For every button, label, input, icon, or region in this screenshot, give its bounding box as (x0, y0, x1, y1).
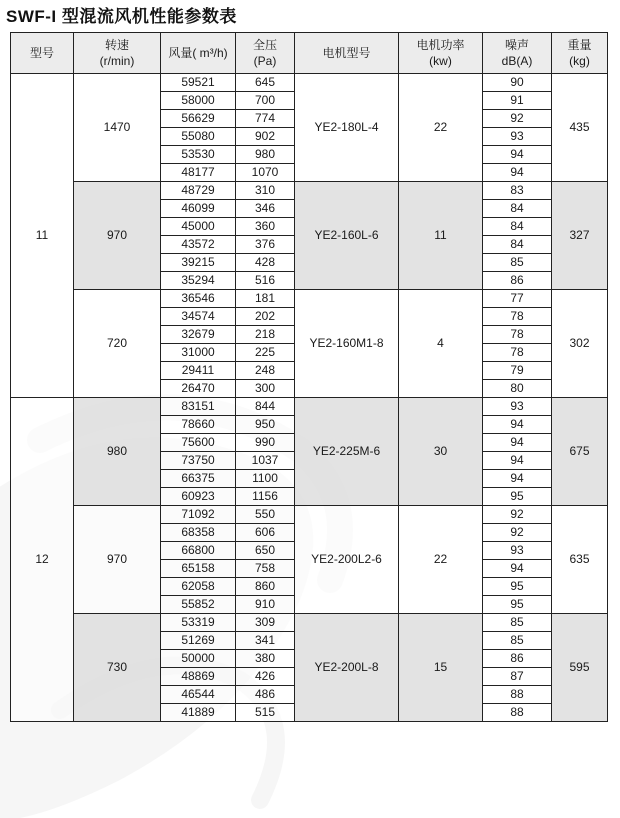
noise-cell: 85 (483, 614, 552, 632)
pressure-cell: 980 (236, 146, 295, 164)
motor-cell: YE2-160L-6 (295, 182, 399, 290)
flow-cell: 31000 (161, 344, 236, 362)
pressure-cell: 248 (236, 362, 295, 380)
header-weight: 重量 (kg) (552, 33, 608, 74)
table-row (11, 614, 608, 632)
model-cell: 11 (11, 74, 74, 398)
pressure-cell: 902 (236, 128, 295, 146)
header-flow: 风量( m³/h) (161, 33, 236, 74)
pressure-cell: 550 (236, 506, 295, 524)
noise-cell: 93 (483, 398, 552, 416)
flow-cell: 29411 (161, 362, 236, 380)
noise-cell: 95 (483, 488, 552, 506)
noise-cell: 95 (483, 578, 552, 596)
noise-cell: 92 (483, 110, 552, 128)
pressure-cell: 486 (236, 686, 295, 704)
pressure-cell: 360 (236, 218, 295, 236)
pressure-cell: 428 (236, 254, 295, 272)
flow-cell: 26470 (161, 380, 236, 398)
pressure-cell: 774 (236, 110, 295, 128)
flow-cell: 55852 (161, 596, 236, 614)
noise-cell: 88 (483, 704, 552, 722)
noise-cell: 83 (483, 182, 552, 200)
table-row (11, 182, 608, 200)
pressure-cell: 218 (236, 326, 295, 344)
flow-cell: 45000 (161, 218, 236, 236)
flow-cell: 41889 (161, 704, 236, 722)
noise-cell: 79 (483, 362, 552, 380)
flow-cell: 71092 (161, 506, 236, 524)
motor-cell: YE2-225M-6 (295, 398, 399, 506)
power-cell: 22 (399, 74, 483, 182)
noise-cell: 85 (483, 632, 552, 650)
flow-cell: 73750 (161, 452, 236, 470)
power-cell: 15 (399, 614, 483, 722)
pressure-cell: 606 (236, 524, 295, 542)
header-model: 型号 (11, 33, 74, 74)
noise-cell: 86 (483, 650, 552, 668)
pressure-cell: 426 (236, 668, 295, 686)
noise-cell: 94 (483, 416, 552, 434)
noise-cell: 94 (483, 164, 552, 182)
noise-cell: 87 (483, 668, 552, 686)
flow-cell: 48177 (161, 164, 236, 182)
flow-cell: 34574 (161, 308, 236, 326)
pressure-cell: 346 (236, 200, 295, 218)
pressure-cell: 700 (236, 92, 295, 110)
page-title: SWF-I 型混流风机性能参数表 (6, 7, 237, 26)
weight-cell: 675 (552, 398, 608, 506)
header-noise: 噪声 dB(A) (483, 33, 552, 74)
flow-cell: 53319 (161, 614, 236, 632)
flow-cell: 58000 (161, 92, 236, 110)
weight-cell: 327 (552, 182, 608, 290)
noise-cell: 84 (483, 200, 552, 218)
speed-cell: 1470 (74, 74, 161, 182)
flow-cell: 59521 (161, 74, 236, 92)
noise-cell: 78 (483, 308, 552, 326)
speed-cell: 980 (74, 398, 161, 506)
noise-cell: 92 (483, 506, 552, 524)
table-row (11, 398, 608, 416)
noise-cell: 77 (483, 290, 552, 308)
table-row (11, 290, 608, 308)
header-motor: 电机型号 (295, 33, 399, 74)
flow-cell: 65158 (161, 560, 236, 578)
pressure-cell: 181 (236, 290, 295, 308)
noise-cell: 92 (483, 524, 552, 542)
pressure-cell: 309 (236, 614, 295, 632)
flow-cell: 55080 (161, 128, 236, 146)
flow-cell: 66800 (161, 542, 236, 560)
power-cell: 11 (399, 182, 483, 290)
noise-cell: 86 (483, 272, 552, 290)
flow-cell: 83151 (161, 398, 236, 416)
power-cell: 30 (399, 398, 483, 506)
pressure-cell: 1037 (236, 452, 295, 470)
pressure-cell: 380 (236, 650, 295, 668)
speed-cell: 730 (74, 614, 161, 722)
header-power: 电机功率 (kw) (399, 33, 483, 74)
flow-cell: 62058 (161, 578, 236, 596)
power-cell: 4 (399, 290, 483, 398)
noise-cell: 94 (483, 452, 552, 470)
pressure-cell: 844 (236, 398, 295, 416)
weight-cell: 595 (552, 614, 608, 722)
noise-cell: 78 (483, 326, 552, 344)
noise-cell: 94 (483, 146, 552, 164)
power-cell: 22 (399, 506, 483, 614)
flow-cell: 48869 (161, 668, 236, 686)
flow-cell: 32679 (161, 326, 236, 344)
flow-cell: 56629 (161, 110, 236, 128)
pressure-cell: 1156 (236, 488, 295, 506)
noise-cell: 94 (483, 470, 552, 488)
flow-cell: 78660 (161, 416, 236, 434)
noise-cell: 84 (483, 218, 552, 236)
noise-cell: 94 (483, 560, 552, 578)
motor-cell: YE2-160M1-8 (295, 290, 399, 398)
pressure-cell: 341 (236, 632, 295, 650)
table-row (11, 74, 608, 92)
pressure-cell: 1070 (236, 164, 295, 182)
noise-cell: 90 (483, 74, 552, 92)
flow-cell: 75600 (161, 434, 236, 452)
noise-cell: 94 (483, 434, 552, 452)
noise-cell: 91 (483, 92, 552, 110)
flow-cell: 46099 (161, 200, 236, 218)
table-row (11, 506, 608, 524)
pressure-cell: 1100 (236, 470, 295, 488)
noise-cell: 88 (483, 686, 552, 704)
flow-cell: 39215 (161, 254, 236, 272)
flow-cell: 48729 (161, 182, 236, 200)
header-row (11, 33, 608, 74)
pressure-cell: 860 (236, 578, 295, 596)
noise-cell: 78 (483, 344, 552, 362)
pressure-cell: 310 (236, 182, 295, 200)
pressure-cell: 202 (236, 308, 295, 326)
pressure-cell: 910 (236, 596, 295, 614)
pressure-cell: 516 (236, 272, 295, 290)
header-pressure: 全压 (Pa) (236, 33, 295, 74)
pressure-cell: 300 (236, 380, 295, 398)
pressure-cell: 990 (236, 434, 295, 452)
pressure-cell: 758 (236, 560, 295, 578)
flow-cell: 35294 (161, 272, 236, 290)
speed-cell: 720 (74, 290, 161, 398)
flow-cell: 43572 (161, 236, 236, 254)
noise-cell: 80 (483, 380, 552, 398)
performance-table (10, 32, 608, 722)
noise-cell: 93 (483, 128, 552, 146)
noise-cell: 84 (483, 236, 552, 254)
pressure-cell: 515 (236, 704, 295, 722)
noise-cell: 85 (483, 254, 552, 272)
speed-cell: 970 (74, 182, 161, 290)
flow-cell: 68358 (161, 524, 236, 542)
pressure-cell: 950 (236, 416, 295, 434)
table-body (11, 33, 608, 722)
flow-cell: 36546 (161, 290, 236, 308)
flow-cell: 50000 (161, 650, 236, 668)
flow-cell: 66375 (161, 470, 236, 488)
header-speed: 转速 (r/min) (74, 33, 161, 74)
pressure-cell: 650 (236, 542, 295, 560)
motor-cell: YE2-180L-4 (295, 74, 399, 182)
model-cell: 12 (11, 398, 74, 722)
motor-cell: YE2-200L2-6 (295, 506, 399, 614)
noise-cell: 93 (483, 542, 552, 560)
motor-cell: YE2-200L-8 (295, 614, 399, 722)
speed-cell: 970 (74, 506, 161, 614)
weight-cell: 435 (552, 74, 608, 182)
flow-cell: 53530 (161, 146, 236, 164)
flow-cell: 51269 (161, 632, 236, 650)
noise-cell: 95 (483, 596, 552, 614)
weight-cell: 635 (552, 506, 608, 614)
pressure-cell: 376 (236, 236, 295, 254)
flow-cell: 46544 (161, 686, 236, 704)
flow-cell: 60923 (161, 488, 236, 506)
pressure-cell: 645 (236, 74, 295, 92)
weight-cell: 302 (552, 290, 608, 398)
pressure-cell: 225 (236, 344, 295, 362)
